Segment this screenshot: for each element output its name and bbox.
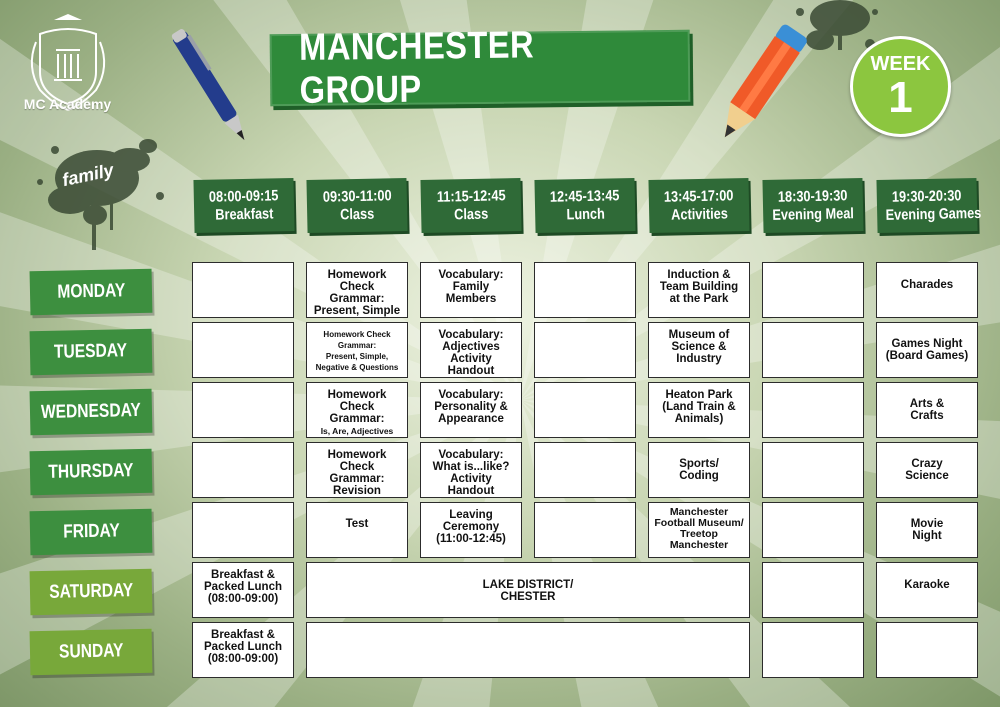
cell-monday-class-1: Homework Check Grammar: Present, Simple	[306, 262, 408, 318]
cell-friday-class-1: Test	[306, 502, 408, 558]
cell-saturday-evening-games: Karaoke	[876, 562, 978, 618]
cell-sunday-day-trip	[306, 622, 750, 678]
column-header-evening-meal	[762, 178, 863, 233]
cell-wednesday-class-2: Vocabulary: Personality & Appearance	[420, 382, 522, 438]
cell-saturday-evening-meal	[762, 562, 864, 618]
cell-thursday-activities: Sports/ Coding	[648, 442, 750, 498]
cell-tuesday-class-2: Vocabulary: Adjectives Activity Handout	[420, 322, 522, 378]
cell-sunday-breakfast: Breakfast & Packed Lunch (08:00-09:00)	[192, 622, 294, 678]
column-time: 11:15-12:45	[436, 186, 506, 206]
cell-friday-lunch	[534, 502, 636, 558]
cell-thursday-class-1: Homework Check Grammar: Revision	[306, 442, 408, 498]
column-header-breakfast	[193, 178, 294, 233]
cell-sunday-evening-meal	[762, 622, 864, 678]
column-name: Class	[453, 205, 489, 223]
family-splat-label: family	[60, 159, 116, 191]
cell-wednesday-breakfast	[192, 382, 294, 438]
cell-thursday-evening-meal	[762, 442, 864, 498]
cell-tuesday-evening-games: Games Night (Board Games)	[876, 322, 978, 378]
column-name: Lunch	[565, 205, 605, 223]
cell-tuesday-activities: Museum of Science & Industry	[648, 322, 750, 378]
cell-wednesday-class-1: Homework Check Grammar: Is, Are, Adjectives	[306, 382, 408, 438]
pen-icon	[170, 26, 253, 144]
cell-sunday-evening-games	[876, 622, 978, 678]
cell-thursday-class-2: Vocabulary: What is...like? Activity Handout	[420, 442, 522, 498]
column-time: 09:30-11:00	[322, 186, 392, 206]
column-name: Class	[339, 205, 375, 223]
day-label-tuesday: TUESDAY	[30, 329, 153, 376]
cell-tuesday-evening-meal	[762, 322, 864, 378]
day-label-saturday: SATURDAY	[30, 569, 153, 616]
column-name: Activities	[670, 204, 728, 224]
cell-monday-evening-games: Charades	[876, 262, 978, 318]
column-time: 18:30-19:30	[777, 186, 848, 206]
cell-wednesday-lunch	[534, 382, 636, 438]
column-header-lunch	[534, 178, 635, 233]
cell-tuesday-lunch	[534, 322, 636, 378]
cell-wednesday-evening-meal	[762, 382, 864, 438]
column-time: 13:45-17:00	[663, 186, 734, 206]
logo-text: MC Academy	[23, 96, 112, 112]
column-header-evening-games	[876, 178, 982, 233]
column-time: 08:00-09:15	[208, 186, 279, 206]
cell-thursday-evening-games: Crazy Science	[876, 442, 978, 498]
day-label-friday: FRIDAY	[30, 509, 153, 556]
cell-friday-evening-meal	[762, 502, 864, 558]
cell-thursday-breakfast	[192, 442, 294, 498]
cell-subtext: Is, Are, Adjectives	[320, 426, 394, 436]
cell-friday-breakfast	[192, 502, 294, 558]
day-label-sunday: SUNDAY	[30, 629, 153, 676]
day-label-wednesday: WEDNESDAY	[30, 389, 153, 436]
cell-monday-activities: Induction & Team Building at the Park	[648, 262, 750, 318]
cell-monday-class-2: Vocabulary: Family Members	[420, 262, 522, 318]
page-title: MANCHESTER GROUP	[270, 30, 691, 106]
cell-saturday-day-trip: LAKE DISTRICT/ CHESTER	[306, 562, 750, 618]
day-label-monday: MONDAY	[30, 269, 153, 316]
column-name: Evening Meal	[772, 204, 855, 224]
cell-friday-class-2: Leaving Ceremony (11:00-12:45)	[420, 502, 522, 558]
cell-thursday-lunch	[534, 442, 636, 498]
cell-monday-evening-meal	[762, 262, 864, 318]
cell-tuesday-breakfast	[192, 322, 294, 378]
cell-friday-evening-games: Movie Night	[876, 502, 978, 558]
column-time: 19:30-20:30	[891, 186, 962, 206]
cell-tuesday-class-1: Homework Check Grammar: Present, Simple, Negative & Questions	[306, 322, 408, 378]
column-name: Breakfast	[214, 204, 274, 224]
week-number: 1	[888, 73, 913, 122]
cell-wednesday-activities: Heaton Park (Land Train & Animals)	[648, 382, 750, 438]
week-badge	[850, 36, 951, 137]
column-header-class-1	[306, 178, 407, 233]
cell-wednesday-evening-games: Arts & Crafts	[876, 382, 978, 438]
day-label-thursday: THURSDAY	[30, 449, 153, 496]
cell-monday-lunch	[534, 262, 636, 318]
column-time: 12:45-13:45	[549, 186, 620, 206]
column-header-class-2	[420, 178, 521, 233]
cell-friday-activities: Manchester Football Museum/ Treetop Manchester	[648, 502, 750, 558]
column-name: Evening Games	[885, 204, 982, 224]
column-header-activities	[648, 178, 749, 233]
cell-monday-breakfast	[192, 262, 294, 318]
week-label: WEEK	[870, 53, 931, 75]
cell-saturday-breakfast: Breakfast & Packed Lunch (08:00-09:00)	[192, 562, 294, 618]
